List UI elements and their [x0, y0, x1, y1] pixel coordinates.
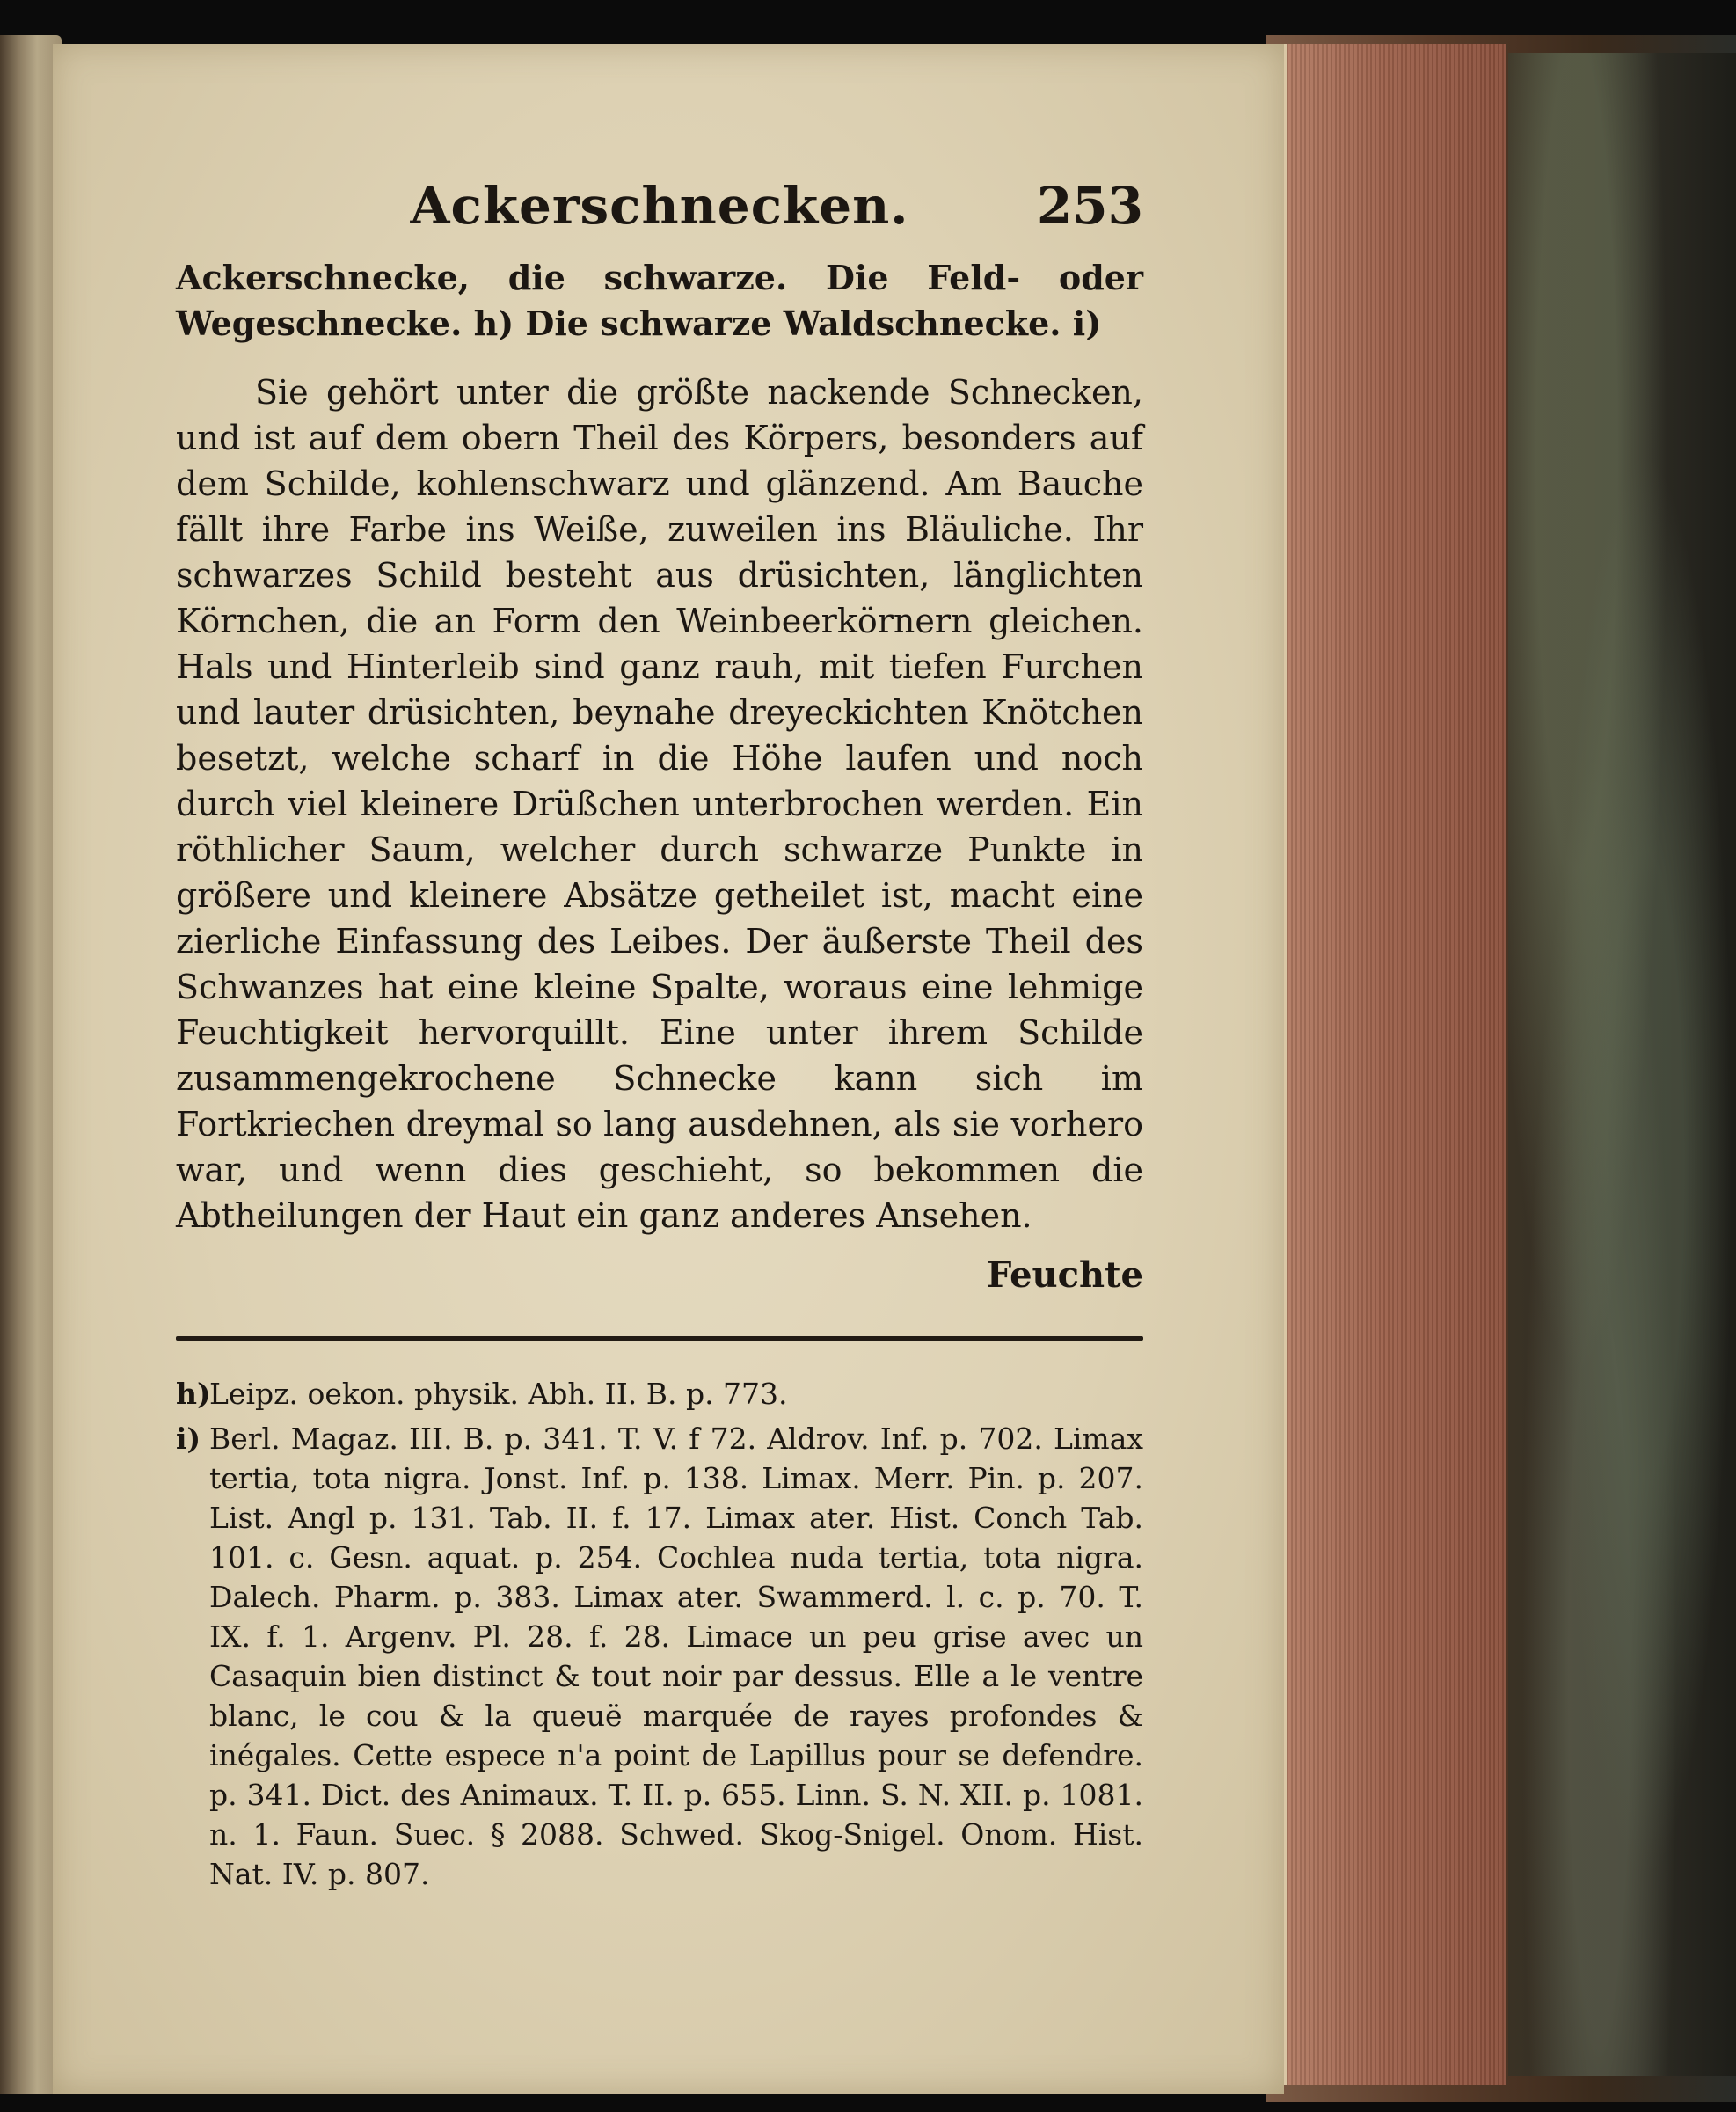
footnote-mark: h)	[176, 1377, 211, 1411]
marbled-cover	[1508, 53, 1736, 2076]
page-block-edges	[1284, 44, 1506, 2085]
running-head	[176, 176, 1143, 255]
entry-heading: Ackerschnecke, die schwarze. Die Feld- oder Wegeschnecke. h) Die schwarze Waldschnecke. i)	[176, 258, 1143, 343]
footnote-text: Leipz. oekon. physik. Abh. II. B. p. 773.	[209, 1377, 788, 1411]
footnote-i	[176, 1419, 1143, 1894]
text-column	[176, 176, 1143, 1899]
footnote-text: Berl. Magaz. III. B. p. 341. T. V. f 72. Aldrov. Inf. p. 702. Limax tertia, tota nigra. Jonst. Inf. p. 138. Limax. Merr. Pin. p. 207. List. Angl p. 131. Tab. II. f. 17. Limax ater. Hist. Conch Tab. 101. c. Gesn. aquat. p. 254. Cochlea nuda tertia, tota nigra. Dalech. Pharm. p. 383. Limax ater. Swammerd. l. c. p. 70. T. IX. f. 1. Argenv. Pl. 28. f. 28. Limace un peu grise avec un Casaquin bien distinct & tout noir par dessus. Elle a le ventre blanc, le cou & la queuë marquée de rayes profondes & inégales. Cette espece n'a point de Lapillus pour se defendre. p. 341. Dict. des Animaux. T. II. p. 655. Linn. S. N. XII. p. 1081. n. 1. Faun. Suec. § 2088. Schwed. Skog-Snigel. Onom. Hist. Nat. IV. p. 807.	[209, 1421, 1143, 1891]
footnote-rule	[176, 1336, 1143, 1341]
running-title: Ackerschnecken.	[410, 176, 909, 236]
description-paragraph: Sie gehört unter die größte nackende Schnecken, und ist auf dem obern Theil des Körpers, besonders auf dem Schilde, kohlenschwarz und glänzend. Am Bauche fällt ihre Farbe ins Weiße, zuweilen ins Bläuliche. Ihr schwarzes Schild besteht aus drüsichten, länglichten Körnchen, die an Form den Weinbeerkörnern gleichen. Hals und Hinterleib sind ganz rauh, mit tiefen Furchen und lauter drüsichten, beynahe dreyeckichten Knötchen besetzt, welche scharf in die Höhe laufen und noch durch viel kleinere Drüßchen unterbrochen werden. Ein röthlicher Saum, welcher durch schwarze Punkte in größere und kleinere Absätze getheilet ist, macht eine zierliche Einfassung des Leibes. Der äußerste Theil des Schwanzes hat eine kleine Spalte, woraus eine lehmige Feuchtigkeit hervorquillt. Eine unter ihrem Schilde zusammengekrochene Schnecke kann sich im Fortkriechen dreymal so lang ausdehnen, als sie vorhero war, und wenn dies geschieht, so bekommen die Abtheilungen der Haut ein ganz anderes Ansehen.	[176, 373, 1143, 1235]
catchword: Feuchte	[986, 1254, 1143, 1296]
footnotes	[176, 1374, 1143, 1894]
book-page	[53, 44, 1284, 2094]
body-text	[176, 255, 1143, 1239]
page-number: 253	[1036, 176, 1143, 236]
footnote-h	[176, 1374, 1143, 1414]
footnote-mark: i)	[176, 1421, 201, 1456]
